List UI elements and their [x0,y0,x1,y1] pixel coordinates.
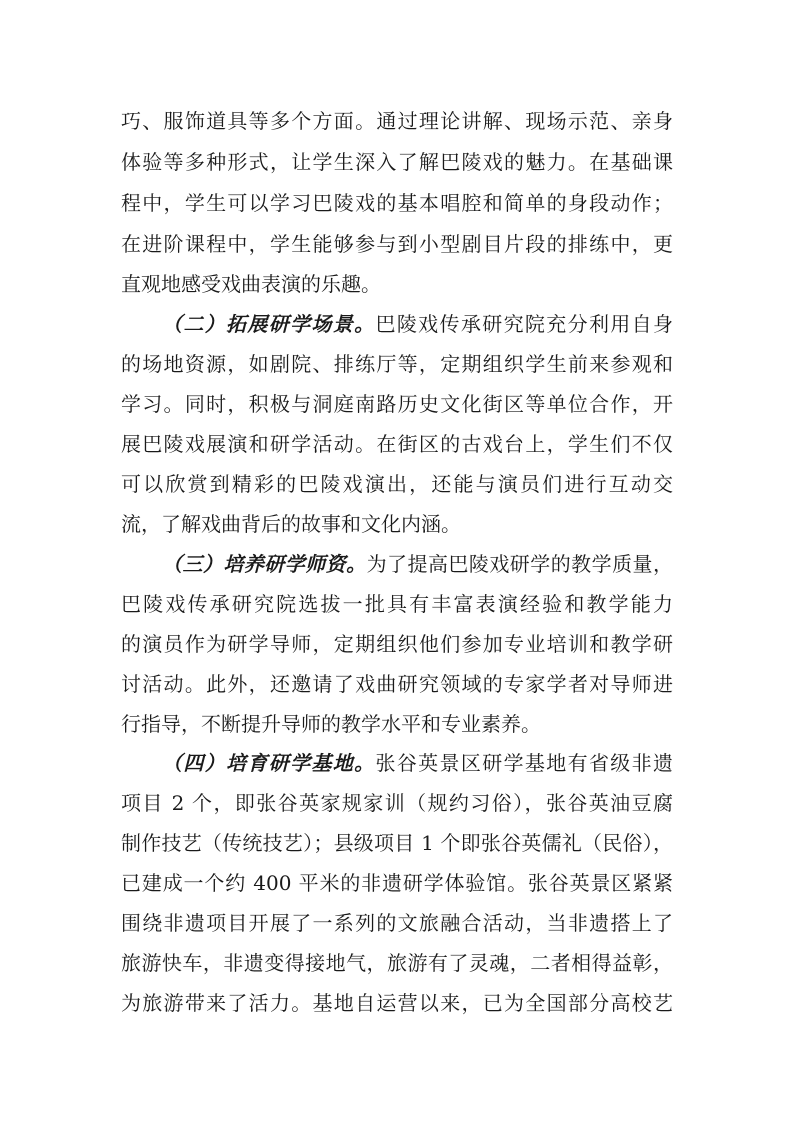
paragraph-4-line-3: 制作技艺（传统技艺）；县级项目 1 个即张谷英儒礼（民俗）， [121,831,673,855]
paragraph-4-line-2: 项目 2 个，即张谷英家规家训（规约习俗），张谷英油豆腐 [121,791,673,815]
paragraph-4-line-5: 围绕非遗项目开展了一系列的文旅融合活动，当非遗搭上了 [121,911,673,935]
paragraph-2-line-2: 的场地资源，如剧院、排练厅等，定期组织学生前来参观和 [121,352,673,376]
paragraph-3-first-line-text: 为了提高巴陵戏研学的教学质量， [366,552,674,576]
paragraph-2-line-3: 学习。同时，积极与洞庭南路历史文化街区等单位合作，开 [121,392,673,416]
paragraph-1-line-1: 巧、服饰道具等多个方面。通过理论讲解、现场示范、亲身 [121,109,673,133]
paragraph-1-line-4: 在进阶课程中，学生能够参与到小型剧目片段的排练中，更 [121,232,673,256]
paragraph-2-first-line [162,306,673,342]
paragraph-3-first-line [162,546,673,582]
paragraph-4-first-line [162,745,673,781]
paragraph-4-line-7: 为旅游带来了活力。基地自运营以来，已为全国部分高校艺 [121,991,673,1015]
paragraph-1-line-5: 直观地感受戏曲表演的乐趣。 [121,272,381,296]
section-heading-3: （三）培养研学师资。 [162,552,367,576]
section-heading-2: （二）拓展研学场景。 [162,312,376,336]
paragraph-2-line-4: 展巴陵戏展演和研学活动。在街区的古戏台上，学生们不仅 [121,432,673,456]
paragraph-1-line-3: 程中，学生可以学习巴陵戏的基本唱腔和简单的身段动作； [121,191,673,215]
paragraph-2-line-5: 可以欣赏到精彩的巴陵戏演出，还能与演员们进行互动交 [121,472,673,496]
paragraph-3-line-3: 的演员作为研学导师，定期组织他们参加专业培训和教学研 [121,632,673,656]
paragraph-2-line-6: 流，了解戏曲背后的故事和文化内涵。 [121,512,461,536]
paragraph-4-line-4: 已建成一个约 400 平米的非遗研学体验馆。张谷英景区紧紧 [121,871,673,895]
paragraph-3-line-4: 讨活动。此外，还邀请了戏曲研究领域的专家学者对导师进 [121,672,673,696]
section-heading-4: （四）培育研学基地。 [162,751,376,775]
paragraph-3-line-5: 行指导，不断提升导师的教学水平和专业素养。 [121,712,541,736]
paragraph-4-first-line-text: 张谷英景区研学基地有省级非遗 [375,751,674,775]
paragraph-3-line-2: 巴陵戏传承研究院选拔一批具有丰富表演经验和教学能力 [121,592,673,616]
paragraph-2-first-line-text: 巴陵戏传承研究院充分利用自身 [375,312,674,336]
paragraph-1-line-2: 体验等多种形式，让学生深入了解巴陵戏的魅力。在基础课 [121,150,673,174]
paragraph-4-line-6: 旅游快车，非遗变得接地气，旅游有了灵魂，二者相得益彰， [121,951,673,975]
